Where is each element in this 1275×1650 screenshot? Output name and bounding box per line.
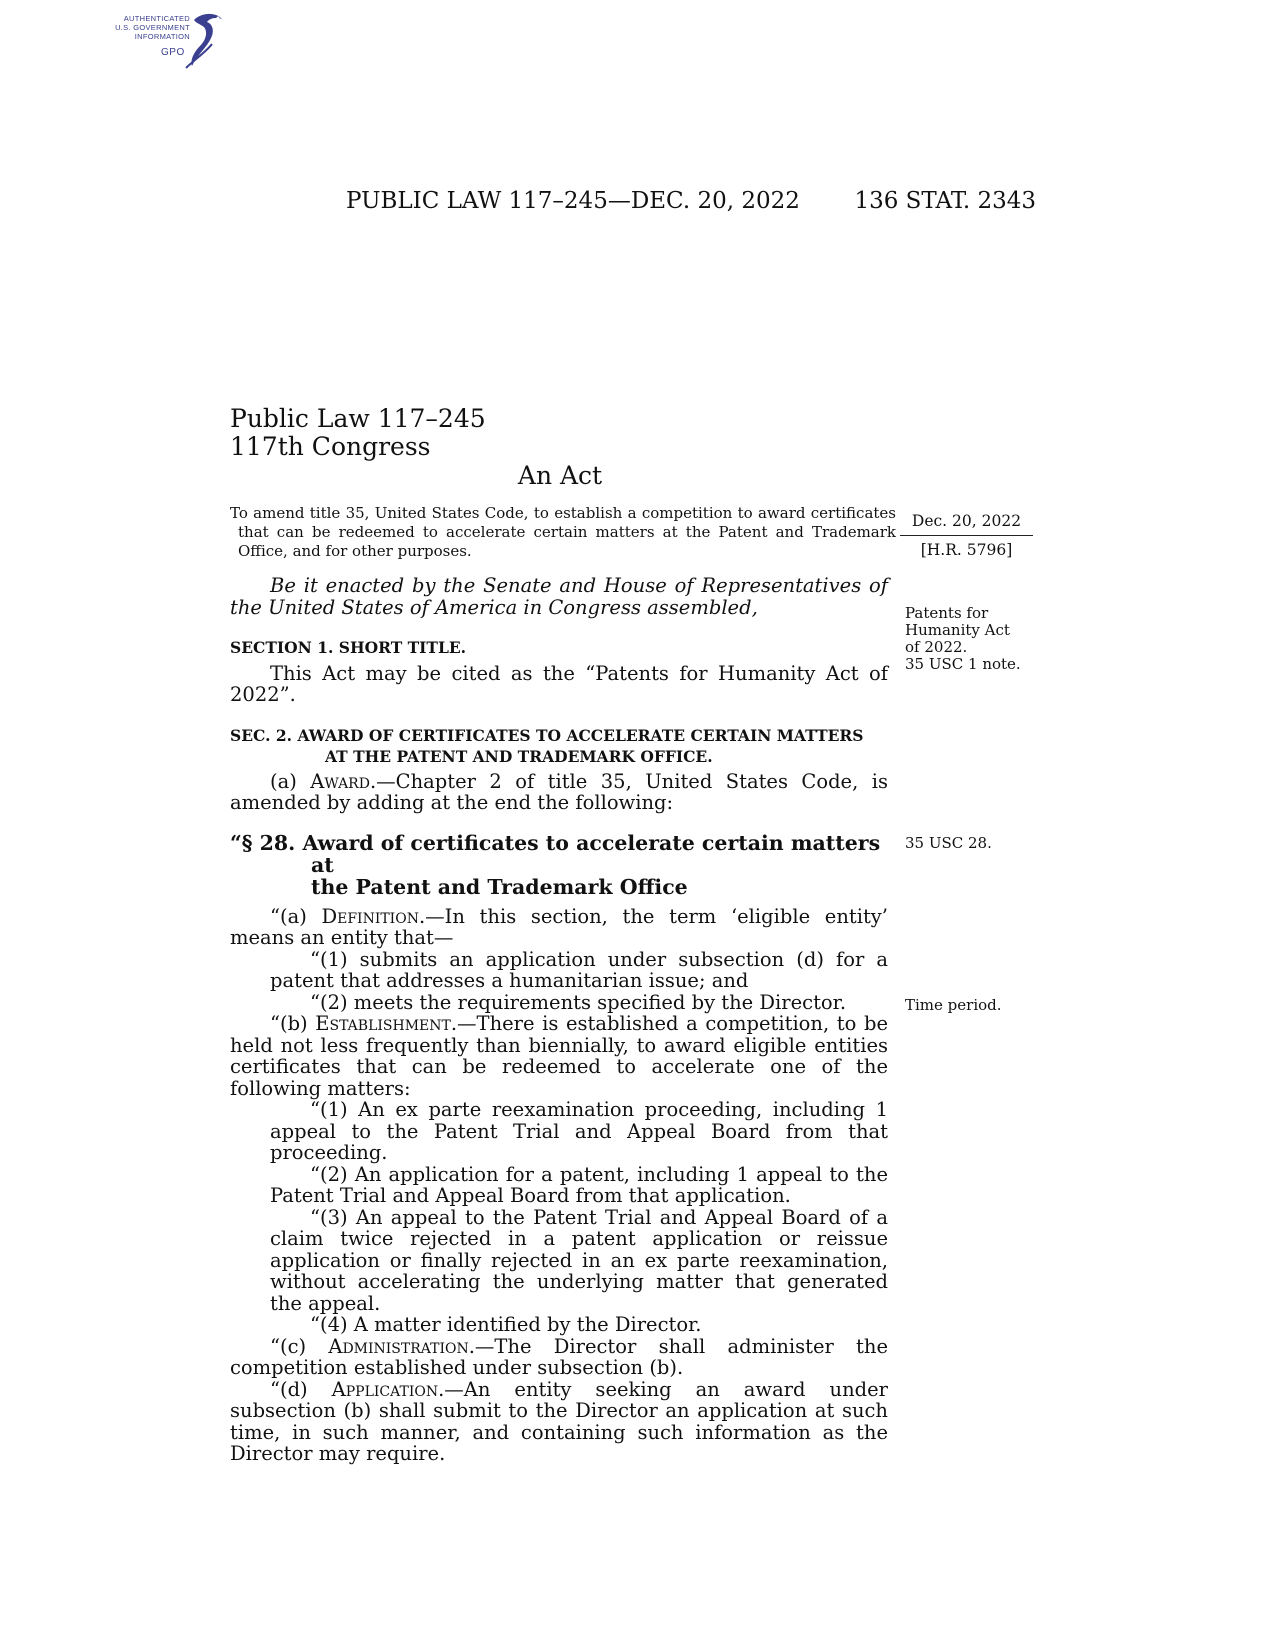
section-2-a	[230, 771, 888, 814]
date-bill-box	[900, 512, 1033, 559]
public-law-number: Public Law 117–245	[230, 404, 486, 433]
law-body	[230, 575, 888, 1465]
margin-note-line: 35 USC 1 note.	[905, 655, 1021, 673]
gpo-logo	[82, 8, 232, 76]
eagle-icon	[180, 10, 228, 74]
para-heading: Establishment	[315, 1012, 451, 1035]
paragraph-b-2: “(2) An application for a patent, including 1 appeal to the Patent Trial and Appeal Board from that application.	[270, 1162, 888, 1207]
section-1-text: This Act may be cited as the “Patents for Humanity Act of 2022”.	[230, 661, 888, 706]
section-2-title	[230, 725, 888, 767]
para-text: .—There is established a competition, to be held not less frequently than biennially, to award eligible entities certificates that can be redeemed to accelerate one of the following matters:	[230, 1012, 888, 1100]
act-purpose: To amend title 35, United States Code, to establish a competition to award certificates that can be redeemed to accelerate certain matters at the Patent and Trademark Office, and for other purposes.	[230, 504, 896, 560]
logo-gpo-mark: GPO	[161, 47, 185, 58]
para-heading: Award	[310, 769, 370, 793]
para-text: .—An entity seeking an award under subsection (b) shall submit to the Director an application at such time, in such manner, and containing such information as the Director may require.	[230, 1377, 888, 1465]
para-heading: Administration	[328, 1334, 469, 1358]
law-identification	[230, 405, 486, 461]
para-text: .—The Director shall administer the competition established under subsection (b).	[230, 1334, 888, 1379]
enacting-clause: Be it enacted by the Senate and House of Representatives of the United States of America in Congress assembled,	[230, 574, 888, 619]
section-28-heading-line-1: “§ 28. Award of certificates to accelerate certain matters at	[230, 830, 881, 877]
stat-citation: 136 STAT. 2343	[854, 188, 1036, 214]
paragraph-b-1: “(1) An ex parte reexamination proceeding, including 1 appeal to the Patent Trial and Appeal Board from that proceeding.	[270, 1098, 888, 1164]
subsection-c	[230, 1336, 888, 1379]
margin-note-line: Humanity Act	[905, 621, 1010, 639]
bill-number: [H.R. 5796]	[920, 541, 1013, 559]
section-2-title-line-2: AT THE PATENT AND TRADEMARK OFFICE.	[325, 746, 713, 766]
section-1-title: SECTION 1. SHORT TITLE.	[230, 638, 467, 657]
enactment-date: Dec. 20, 2022	[900, 512, 1033, 536]
logo-line-3: INFORMATION	[134, 32, 190, 41]
paragraph-a-1: “(1) submits an application under subsection (d) for a patent that addresses a humanitarian issue; and	[270, 947, 888, 992]
margin-note-time-period: Time period.	[905, 996, 1002, 1014]
margin-note-short-title	[905, 605, 1040, 673]
para-lead: (a)	[270, 769, 311, 793]
para-heading: Application	[331, 1377, 439, 1401]
para-lead: “(c)	[270, 1334, 329, 1358]
subsection-b	[230, 1013, 888, 1099]
para-text: .—In this section, the term ‘eligible entity’ means an entity that—	[230, 904, 888, 949]
logo-line-1: AUTHENTICATED	[123, 14, 190, 23]
para-lead: “(a)	[270, 904, 322, 928]
para-heading: Definition	[321, 904, 419, 928]
margin-note-line: Patents for	[905, 604, 989, 622]
para-lead: “(b)	[270, 1012, 316, 1035]
subsection-a	[230, 906, 888, 949]
section-2-title-line-1: SEC. 2. AWARD OF CERTIFICATES TO ACCELERATE CERTAIN MATTERS	[230, 725, 864, 745]
paragraph-a-2: “(2) meets the requirements specified by the Director.	[310, 990, 847, 1014]
para-text: .—Chapter 2 of title 35, United States Code, is amended by adding at the end the following:	[230, 769, 888, 814]
running-header-title: PUBLIC LAW 117–245—DEC. 20, 2022	[346, 188, 800, 214]
para-lead: “(d)	[270, 1377, 332, 1401]
subsection-d	[230, 1379, 888, 1465]
logo-line-2: U.S. GOVERNMENT	[115, 23, 190, 32]
congress-number: 117th Congress	[230, 432, 431, 461]
paragraph-b-3: “(3) An appeal to the Patent Trial and Appeal Board of a claim twice rejected in a patent application or reissue application or finally rejected in an ex parte reexamination, without accelerating the underlying matter that generated the appeal.	[270, 1205, 888, 1315]
margin-note-usc-28: 35 USC 28.	[905, 834, 992, 852]
paragraph-b-4: “(4) A matter identified by the Director.	[310, 1313, 702, 1336]
margin-note-line: of 2022.	[905, 638, 968, 656]
section-28-heading-line-2: the Patent and Trademark Office	[311, 874, 688, 899]
act-heading: An Act	[517, 461, 603, 490]
section-28-heading	[230, 832, 888, 898]
